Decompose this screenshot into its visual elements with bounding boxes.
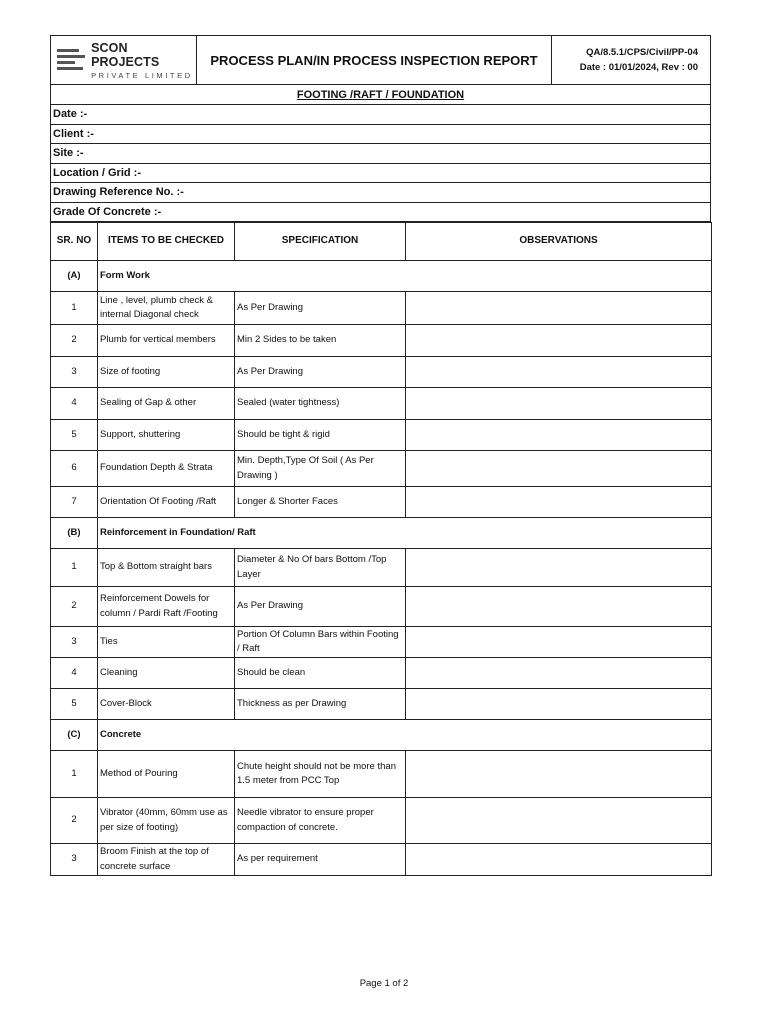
checklist-row [51,388,712,420]
item-to-check: Sealing of Gap & other [98,388,235,420]
row-number: 3 [51,844,98,876]
item-to-check: Cleaning [98,658,235,689]
checklist-row [51,292,712,325]
section-code: (B) [51,518,98,549]
date-field: Date :- [50,105,711,125]
section-title: Form Work [98,261,712,292]
checklist-row [51,420,712,451]
item-to-check: Top & Bottom straight bars [98,549,235,587]
report-header [50,35,711,85]
specification: Portion Of Column Bars within Footing / Raft [235,627,406,658]
observation-cell[interactable] [406,357,712,388]
checklist-row [51,689,712,720]
section-row [51,261,712,292]
section-row [51,518,712,549]
specification: As per requirement [235,844,406,876]
observation-cell[interactable] [406,388,712,420]
row-number: 7 [51,487,98,518]
column-header-observations: OBSERVATIONS [406,223,712,261]
site-field: Site :- [50,144,711,164]
observation-cell[interactable] [406,487,712,518]
drawing-reference-field: Drawing Reference No. :- [50,183,711,203]
specification: Thickness as per Drawing [235,689,406,720]
row-number: 2 [51,587,98,627]
inspection-checklist-table [50,222,712,876]
observation-cell[interactable] [406,420,712,451]
row-number: 5 [51,689,98,720]
inspection-report-sheet [50,35,711,876]
row-number: 5 [51,420,98,451]
specification: Min 2 Sides to be taken [235,325,406,357]
item-to-check: Plumb for vertical members [98,325,235,357]
section-code: (A) [51,261,98,292]
observation-cell[interactable] [406,844,712,876]
specification: Longer & Shorter Faces [235,487,406,518]
checklist-row [51,658,712,689]
checklist-row [51,587,712,627]
checklist-row [51,798,712,844]
checklist-body [51,261,712,876]
row-number: 4 [51,658,98,689]
column-header-items: ITEMS TO BE CHECKED [98,223,235,261]
report-subtitle: FOOTING /RAFT / FOUNDATION [50,85,711,105]
checklist-row [51,357,712,388]
observation-cell[interactable] [406,549,712,587]
column-header-specification: SPECIFICATION [235,223,406,261]
section-title: Reinforcement in Foundation/ Raft [98,518,712,549]
report-title: PROCESS PLAN/IN PROCESS INSPECTION REPORT [197,36,552,84]
observation-cell[interactable] [406,587,712,627]
specification: As Per Drawing [235,357,406,388]
observation-cell[interactable] [406,292,712,325]
item-to-check: Support, shuttering [98,420,235,451]
observation-cell[interactable] [406,325,712,357]
observation-cell[interactable] [406,627,712,658]
row-number: 1 [51,292,98,325]
checklist-row [51,451,712,487]
row-number: 1 [51,549,98,587]
checklist-row [51,844,712,876]
item-to-check: Broom Finish at the top of concrete surface [98,844,235,876]
specification: As Per Drawing [235,587,406,627]
checklist-row [51,325,712,357]
item-to-check: Method of Pouring [98,751,235,798]
specification: Diameter & No Of bars Bottom /Top Layer [235,549,406,587]
row-number: 2 [51,325,98,357]
specification: Needle vibrator to ensure proper compaction of concrete. [235,798,406,844]
document-reference [552,36,710,84]
row-number: 2 [51,798,98,844]
section-row [51,720,712,751]
section-title: Concrete [98,720,712,751]
specification: As Per Drawing [235,292,406,325]
logo-company-subtitle: PRIVATE LIMITED [91,70,193,80]
item-to-check: Cover-Block [98,689,235,720]
item-to-check: Ties [98,627,235,658]
specification: Sealed (water tightness) [235,388,406,420]
observation-cell[interactable] [406,689,712,720]
document-date-revision: Date : 01/01/2024, Rev : 00 [579,62,698,73]
grade-of-concrete-field: Grade Of Concrete :- [50,203,711,223]
specification: Min. Depth,Type Of Soil ( As Per Drawing ) [235,451,406,487]
item-to-check: Size of footing [98,357,235,388]
location-grid-field: Location / Grid :- [50,164,711,184]
item-to-check: Vibrator (40mm, 60mm use as per size of footing) [98,798,235,844]
observation-cell[interactable] [406,751,712,798]
row-number: 1 [51,751,98,798]
specification: Should be tight & rigid [235,420,406,451]
document-code: QA/8.5.1/CPS/Civil/PP-04 [586,47,698,58]
row-number: 4 [51,388,98,420]
section-code: (C) [51,720,98,751]
checklist-row [51,487,712,518]
observation-cell[interactable] [406,798,712,844]
item-to-check: Line , level, plumb check & internal Diagonal check [98,292,235,325]
logo-mark-icon [57,47,86,73]
column-header-sr-no: SR. NO [51,223,98,261]
page-number: Page 1 of 2 [359,978,409,989]
company-logo [51,36,197,84]
client-field: Client :- [50,125,711,145]
item-to-check: Orientation Of Footing /Raft [98,487,235,518]
observation-cell[interactable] [406,658,712,689]
row-number: 3 [51,357,98,388]
observation-cell[interactable] [406,451,712,487]
specification: Should be clean [235,658,406,689]
item-to-check: Reinforcement Dowels for column / Pardi Raft /Footing [98,587,235,627]
item-to-check: Foundation Depth & Strata [98,451,235,487]
checklist-row [51,751,712,798]
specification: Chute height should not be more than 1.5 meter from PCC Top [235,751,406,798]
row-number: 3 [51,627,98,658]
checklist-row [51,549,712,587]
logo-company-name: SCON PROJECTS [91,40,160,69]
checklist-row [51,627,712,658]
row-number: 6 [51,451,98,487]
